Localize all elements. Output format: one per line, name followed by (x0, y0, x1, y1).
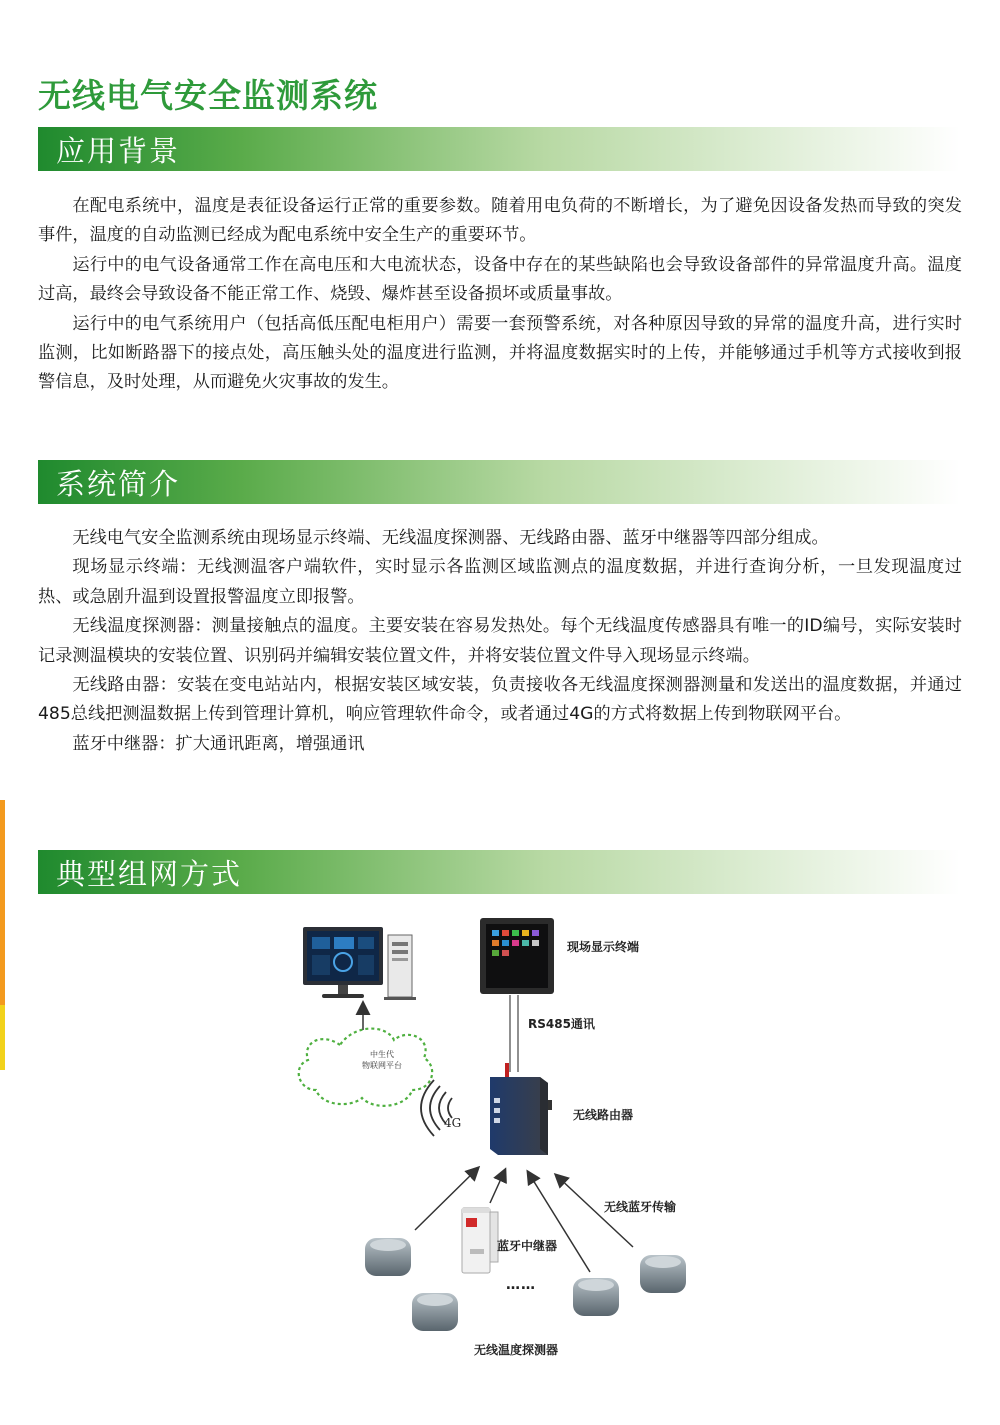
section-heading: 典型组网方式 (56, 857, 243, 891)
background-text (38, 192, 962, 398)
section-heading: 应用背景 (56, 134, 181, 168)
paragraph: 蓝牙中继器：扩大通讯距离，增强通讯 (72, 733, 365, 754)
section-heading: 系统简介 (56, 467, 181, 501)
paragraph: 无线路由器：安装在变电站站内，根据安装区域安装，负责接收各无线温度探测器测量和发送出的温度数据，并通过485总线把测温数据上传到管理计算机，响应管理软件命令，或者通过4G的方式将数据上传到物联网平台。 (38, 675, 962, 725)
paragraph: 运行中的电气系统用户（包括高低压配电柜用户）需要一套预警系统，对各种原因导致的异常的温度升高，进行实时监测，比如断路器下的接点处，高压触头处的温度进行监测，并将温度数据实时的上传，并能够通过手机等方式接收到报警信息，及时处理，从而避免火灾事故的发生。 (38, 313, 962, 393)
paragraph: 无线温度探测器：测量接触点的温度。主要安装在容易发热处。每个无线温度传感器具有唯一的ID编号，实际安装时记录测温模块的安装位置、识别码并编辑安装位置文件，并将安装位置文件导入现场显示终端。 (38, 616, 962, 666)
paragraph: 运行中的电气设备通常工作在高电压和大电流状态，设备中存在的某些缺陷也会导致设备部件的异常温度升高。温度过高，最终会导致设备不能正常工作、烧毁、爆炸甚至设备损坏或质量事故。 (38, 254, 962, 305)
temperature-sensor-icon (640, 1255, 686, 1293)
repeater-label: 蓝牙中继器 (497, 1239, 558, 1253)
network-diagram (0, 900, 1000, 1370)
display-terminal-icon (480, 918, 554, 994)
bluetooth-transmission-label: 无线蓝牙传输 (604, 1200, 677, 1214)
section-header-network (38, 850, 960, 894)
paragraph: 无线电气安全监测系统由现场显示终端、无线温度探测器、无线路由器、蓝牙中继器等四部分组成。 (72, 528, 829, 548)
router-icon (490, 1063, 552, 1155)
sensors-label: 无线温度探测器 (474, 1343, 559, 1357)
temperature-sensor-icon (573, 1278, 619, 1316)
intro-text (38, 524, 962, 759)
cloud-label-line2: 物联网平台 (362, 1061, 402, 1070)
cloud-label-line1: 中生代 (370, 1050, 394, 1059)
section-header-background (38, 127, 960, 171)
page-title: 无线电气安全监测系统 (38, 76, 378, 115)
bluetooth-repeater-icon (462, 1208, 498, 1273)
computer-icon (303, 927, 416, 1000)
display-terminal-label: 现场显示终端 (567, 940, 640, 954)
paragraph: 在配电系统中，温度是表征设备运行正常的重要参数。随着用电负荷的不断增长，为了避免因设备发热而导致的突发事件，温度的自动监测已经成为配电系统中安全生产的重要环节。 (38, 196, 962, 246)
temperature-sensor-icon (365, 1238, 411, 1276)
rs485-label: RS485通讯 (528, 1017, 595, 1031)
signal-4g-label: 4G (444, 1116, 462, 1130)
more-sensors-ellipsis: …… (506, 1277, 536, 1293)
section-header-intro (38, 460, 960, 504)
temperature-sensor-icon (412, 1293, 458, 1331)
router-label: 无线路由器 (573, 1108, 634, 1122)
paragraph: 现场显示终端：无线测温客户端软件，实时显示各监测区域监测点的温度数据，并进行查询分析，一旦发现温度过热、或急剧升温到设置报警温度立即报警。 (38, 557, 962, 607)
